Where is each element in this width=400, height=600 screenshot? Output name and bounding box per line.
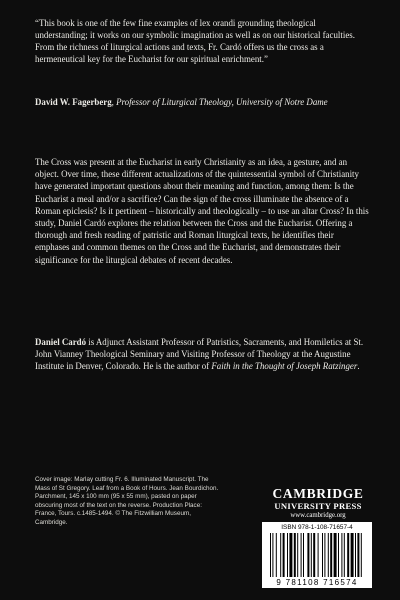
author-name: Daniel Cardó — [35, 337, 87, 347]
barcode-digits: 9 781108 716574 — [276, 578, 358, 587]
author-bio-text: is Adjunct Assistant Professor of Patristics, Sacraments, and Homiletics at St. John Vianney Theological Seminary and Visiting Professor of Theology at the Augustine Institute in Denver, Colorado. He is the author of — [35, 337, 364, 372]
endorsement-quote: “This book is one of the few fine examples of lex orandi grounding theological understanding; it works on our symbolic imagination as well as on our historical faculties. From the richness of liturgical actions and texts, Fr. Cardó offers us the cross as a hermeneutical key for the Eucharist for our spiritual enrichment.” — [35, 18, 355, 64]
publisher-name: CAMBRIDGE — [272, 486, 364, 501]
endorsement-attribution — [35, 97, 370, 109]
previous-book-title: Faith in the Thought of Joseph Ratzinger — [211, 361, 358, 372]
publisher-url: www.cambridge.org — [290, 512, 346, 519]
barcode-icon — [268, 533, 366, 577]
publisher-subtitle: UNIVERSITY PRESS — [274, 501, 362, 511]
cover-image-credit: Cover image: Marlay cutting Fr. 6. Illuminated Manuscript. The Mass of St Gregory. Leaf from a Book of Hours. Jean Bourdichon. Parchment, 145 x 100 mm (95 x 55 mm), pasted on paper obscuring most of the text on the reverse. Production Place: France, Tours. c.1485-1494. © The Fitzwilliam Museum, Cambridge. — [35, 476, 219, 526]
isbn-barcode — [262, 522, 372, 588]
endorser-name: David W. Fagerberg — [35, 97, 112, 107]
isbn-label: ISBN 978-1-108-71657-4 — [281, 524, 353, 531]
endorser-role: , Professor of Liturgical Theology, University of Notre Dame — [111, 97, 328, 107]
publisher-logo — [263, 487, 373, 520]
author-bio — [35, 336, 370, 373]
author-bio-end: . — [357, 361, 360, 372]
book-description: The Cross was present at the Eucharist in early Christianity as an idea, a gesture, and an object. Over time, these different actualizations of the quintessential symbol of Christianity have generated important questions about their meaning and function, among them: Is the Eucharist a meal and/or a sacrifice? Can the sign of the cross illuminate the absence of a Roman epiclesis? Is it pertinent – historically and theologically – to use an altar Cross? In this study, Daniel Cardó explores the relation between the Cross and the Eucharist. Offering a thorough and fresh reading of patristic and Roman liturgical texts, he identifies their emphases and common themes on the Cross and the Eucharist, and demonstrates their significance for the liturgical debates of recent decades. — [35, 157, 369, 265]
